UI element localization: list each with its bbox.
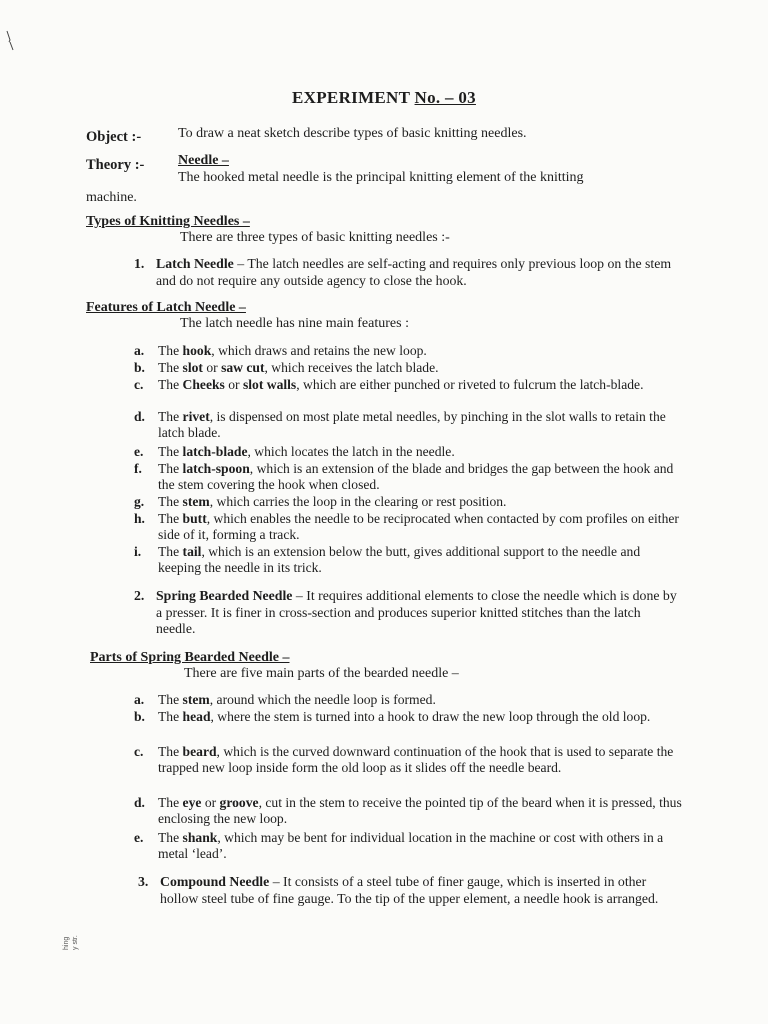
spring-text: – It requires additional elements to close the needle which is done by a presser. It is finer in cross-section and produces superior knitted stitches than the latch needle.: [156, 588, 677, 636]
latch-needle-entry: [134, 256, 679, 292]
spring-needle-entry: [134, 588, 682, 640]
types-heading: Types of Knitting Needles –: [86, 214, 250, 229]
types-intro: There are three types of basic knitting needles :-: [180, 230, 450, 245]
latch-features-intro: The latch needle has nine main features :: [180, 316, 409, 331]
spring-number: 2.: [134, 588, 145, 603]
latch-number: 1.: [134, 256, 145, 271]
pen-mark-icon: [6, 30, 14, 52]
latch-name: Latch Needle: [156, 256, 234, 271]
margin-note: hing y str.: [63, 935, 79, 950]
latch-features-heading: Features of Latch Needle –: [86, 300, 246, 315]
theory-label: Theory :-: [86, 157, 145, 173]
compound-number: 3.: [138, 874, 149, 889]
page-title: [0, 88, 768, 108]
document-page: EXPERIMENT No. – 03 Object :- To draw a neat sketch describe types of basic knitting needles. Theory :- Needle – The hooked metal needle is the principal knitting element of the knitting machine. Types of Knitting Needles – There are three types of basic knitting needles :- 1. Latch Needle – The latch needles are self-acting and requires only previous loop on the stem and do not require any outside agency to close the hook. Features of Latch Needle – The latch needle has nine main features : a. The hook, which draws and retains the new loop. b. The slot or saw cut, which receives the latch blade. c. The Cheeks or slot walls, which are either punched or riveted to fulcrum the latch-blade. d. The rivet, is dispensed on most plate metal needles, by pinching in the slot walls to retain the latch blade. e. The latch-blade, which locates the latch in the needle. f. The latch-spoon, which is an extension of the blade and bridges the gap between the hook and the stem covering the hook when closed. g. The stem, which carries the loop in the clearing or rest position. h. The butt, which enables the needle to be reciprocated when contacted by com profiles on either side of it, forming a track. i. The tail, which is an extension below the butt, gives additional support to the needle and keeping the needle in its trick. 2. Spring Bearded Needle – It requires additional elements to close the needle which is done by a presser. It is finer in cross-section and produces superior knitted stitches than the latch needle. Parts of Spring Bearded Needle – There are five main parts of the bearded needle – a. The stem, around which the needle loop is formed. b. The head, where the stem is turned into a hook to draw the new loop through the old loop. c. The beard, which is the curved downward continuation of the hook that is used to separate the trapped new loop inside form the old loop as it slides off the needle beard. d. The eye or groove, cut in the stem to receive the pointed tip of the beard when it is pressed, thus enclosing the new loop. e. The shank, which may be bent for individual location in the machine or cost with others in a metal ‘lead’. 3. Compound Needle – It consists of a steel tube of finer gauge, which is inserted in other hollow steel tube of fine gauge. To the tip of the upper element, a needle hook is arranged. hing y str.: [0, 0, 768, 1024]
compound-text: – It consists of a steel tube of finer gauge, which is inserted in other hollow steel tube of fine gauge. To the tip of the upper element, a needle hook is arranged.: [160, 874, 659, 906]
compound-name: Compound Needle: [160, 874, 270, 889]
compound-needle-entry: [138, 874, 686, 926]
bearded-parts-intro: There are five main parts of the bearded needle –: [184, 666, 459, 681]
object-label: Object :-: [86, 129, 142, 145]
spring-name: Spring Bearded Needle: [156, 588, 293, 603]
theory-line-1: The hooked metal needle is the principal knitting element of the knitting: [178, 170, 584, 185]
bearded-parts-heading: Parts of Spring Bearded Needle –: [90, 650, 290, 665]
theory-subheading: Needle –: [178, 153, 229, 168]
title-prefix: EXPERIMENT: [292, 88, 410, 107]
title-number: No. – 03: [414, 88, 476, 107]
object-text: To draw a neat sketch describe types of basic knitting needles.: [178, 126, 527, 141]
latch-text: – The latch needles are self-acting and requires only previous loop on the stem and do not require any outside agency to close the hook.: [156, 256, 672, 288]
theory-line-2: machine.: [86, 190, 137, 205]
